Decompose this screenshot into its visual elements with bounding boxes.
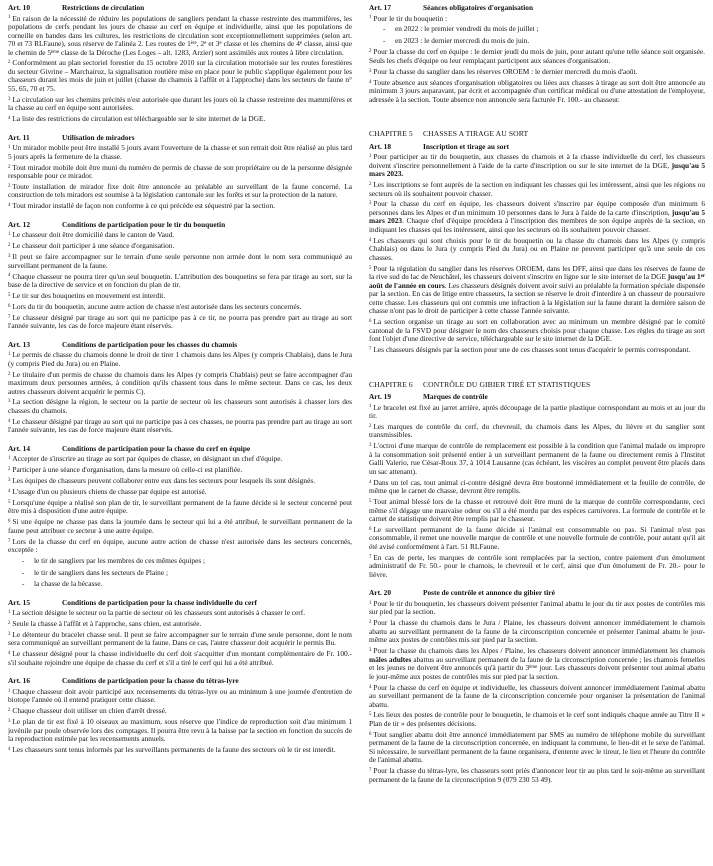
- paragraph: [369, 265, 705, 316]
- paragraph-text: Les inscriptions se font auprès de la section en indiquant les chasses qui les intéressent, ainsi que les régions ou secteurs où ils souhaitent pouvoir chasser.: [369, 180, 705, 198]
- paragraph: [8, 488, 352, 497]
- article: [369, 143, 705, 355]
- paragraph-number: 7: [369, 768, 372, 774]
- paragraph-text: L'octroi d'une marque de contrôle de remplacement est possible à la condition que l'animal malade ou impropre à la consommation soit présenté entier à un surveillant permanent de la faune ou directement remis à l'Institut Galli Valerio, rue César-Roux 37, à 1014 Lausanne (cas échéant, les viscères au complet peuvent être placés dans un sac attenant).: [369, 441, 705, 476]
- bold-text: jusqu'au 1: [667, 272, 701, 282]
- paragraph-text: Pour la chasse du cerf en équipe et individuelle, les chasseurs doivent annoncer immédiatement l'animal abattu au surveillant permanent de la faune de la circonscription concernée pour organiser la présentation de l'animal abattu.: [369, 682, 705, 709]
- paragraph-text: Pour la chasse du chamois dans le Jura / Plaine, les chasseurs doivent annoncer immédiatement le chamois abattu au surveillant permanent de la faune de la circonscription concernée et présenter l'animal abattu le jour-même aux postes de contrôles mis sur pied par la section.: [369, 618, 705, 645]
- paragraph-text: Le chasseur désigné pour la chasse individuelle du cerf doit s'acquitter d'un montant complémentaire de Fr. 100.- s'il souhaite rejoindre une équipe de chasse du cerf et s'il a tiré le cerf qui lui a été attribué.: [8, 649, 352, 667]
- paragraph: [369, 68, 705, 77]
- paragraph-number: 4: [8, 651, 11, 657]
- bullet-list: [369, 25, 705, 45]
- paragraph-number: 2: [8, 60, 11, 66]
- paragraph-number: 1: [8, 15, 11, 21]
- paragraph-number: 7: [369, 554, 372, 560]
- article-title: Conditions de participation pour la chasse individuelle du cerf: [62, 597, 257, 607]
- paragraph-number: 5: [369, 265, 372, 271]
- paragraph: [369, 48, 705, 65]
- paragraph: [369, 684, 705, 710]
- paragraph: [369, 711, 705, 728]
- article-heading: [369, 589, 705, 598]
- article: [8, 221, 352, 331]
- paragraph-text: Lors de la chasse du cerf en équipe, aucune autre action de chasse n'est autorisée dans les secteurs concernés, exceptée :: [8, 536, 352, 555]
- article-heading: [8, 445, 352, 454]
- paragraph-text: Pour la chasse du sanglier dans les réserves OROEM : le dernier mercredi du mois d'août.: [373, 66, 638, 76]
- paragraph-number: 5: [369, 712, 372, 718]
- paragraph: [369, 318, 705, 344]
- paragraph-text: Dans un tel cas, tout animal ci-contre désigné devra être boutonné immédiatement et la feuille de contrôle, de même que le carnet de chasse, devront être remplis.: [369, 477, 705, 496]
- article-title: Conditions de participation pour les chasses du chamois: [62, 339, 238, 349]
- paragraph: [8, 371, 352, 397]
- paragraph: [369, 404, 705, 421]
- paragraph-number: 1: [8, 352, 11, 358]
- article-title: Poste de contrôle et annonce du gibier tiré: [423, 588, 555, 598]
- paragraph-number: 2: [8, 708, 11, 714]
- paragraph-number: 2: [8, 620, 11, 626]
- paragraph-number: 6: [369, 526, 372, 532]
- paragraph: [8, 455, 352, 464]
- paragraph: [8, 59, 352, 93]
- paragraph: [369, 15, 705, 24]
- paragraph: [8, 631, 352, 648]
- paragraph-number: 3: [8, 399, 11, 405]
- paragraph-number: 2: [369, 620, 372, 626]
- paragraph-number: 7: [8, 538, 11, 544]
- paragraph: [8, 707, 352, 716]
- paragraph-text: Il peut se faire accompagner sur le terrain d'une seule personne non armée dont le nom sera communiqué au surveillant permanent de la faune.: [8, 252, 352, 270]
- paragraph-number: 5: [8, 292, 11, 298]
- paragraph-text: Le titulaire d'un permis de chasse du chamois dans les Alpes (y compris Chablais) peut se faire accompagner d'au maximum deux personnes armées, à condition qu'ils chassent tous dans le même secteur. Dans ce cas, les deux autres chasseurs doivent acquérir le permis C).: [8, 369, 352, 396]
- chapter-heading: [369, 130, 705, 139]
- paragraph: [369, 731, 705, 765]
- paragraph: [369, 181, 705, 198]
- article-heading: [8, 134, 352, 143]
- paragraph: [8, 164, 352, 181]
- paragraph-number: 3: [8, 183, 11, 189]
- paragraph-number: 6: [8, 519, 11, 525]
- paragraph-text: En cas de perte, les marques de contrôle sont remplacées par la section, contre paiement d'un émolument administratif de Fr. 50.- pour le chamois, le chevreuil et le cerf, ainsi que d'un émolument de Fr. 20.- pour le lièvre.: [369, 552, 705, 579]
- paragraph-text: Tout mirador installé de façon non conforme à ce qui précède est séquestré par la section.: [12, 201, 275, 211]
- article-number: Art. 15: [8, 597, 31, 607]
- paragraph: [8, 183, 352, 200]
- paragraph: [369, 237, 705, 263]
- right-column: [369, 4, 705, 864]
- paragraph-number: 7: [8, 314, 11, 320]
- paragraph: [8, 242, 352, 251]
- paragraph-text: La section désigne le secteur ou la partie de secteur où les chasseurs sont autorisés à chasser le cerf.: [12, 608, 306, 618]
- paragraph-text: Pour la chasse du chamois dans les Alpes / Plaine, les chasseurs doivent annoncer immédiatement les chamois: [373, 646, 705, 656]
- paragraph-text: Tout animal blessé lors de la chasse et retrouvé doit être muni de la marque de contrôle correspondante, ceci même s'il dégage une mauvaise odeur ou s'il a été mordu par des espèces carnivores. La formule de contrôle et le carnet de statistique doivent être remplis par le chasseur.: [369, 497, 705, 524]
- paragraph-number: 4: [369, 479, 372, 485]
- paragraph-number: 4: [8, 203, 11, 209]
- paragraph-number: 1: [8, 232, 11, 238]
- paragraph-text: Pour le tir du bouquetin :: [373, 13, 448, 23]
- paragraph-number: 5: [369, 499, 372, 505]
- paragraph-text: La circulation sur les chemins précités n'est autorisée que durant les jours où la chasse restreinte des mammifères et la chasse au cerf en équipe sont autorisées.: [8, 94, 352, 113]
- bold-text: jusqu'au 5 mars 2023: [369, 207, 705, 226]
- bullet-item: - le tir de sangliers dans les secteurs de Plaine ;: [22, 569, 352, 578]
- paragraph-text: Chaque chasseur doit utiliser un chien d'arrêt dressé.: [12, 706, 167, 716]
- bullet-item: - en 2022 : le premier vendredi du mois de juillet ;: [383, 25, 705, 34]
- paragraph-number: 4: [8, 489, 11, 494]
- article-number: Art. 11: [8, 132, 30, 142]
- paragraph: [369, 526, 705, 552]
- paragraph-number: 3: [8, 478, 11, 484]
- bold-text: août de l'année en cours: [369, 280, 445, 290]
- paragraph-text: Les marques de contrôle du cerf, du chevreuil, du chamois dans les Alpes, du lièvre et du sanglier sont transmissibles.: [369, 421, 705, 440]
- article-number: Art. 16: [8, 676, 31, 686]
- paragraph: [8, 538, 352, 555]
- article: [369, 589, 705, 784]
- paragraph: [8, 477, 352, 486]
- paragraph-number: 6: [369, 319, 372, 325]
- paragraph: [8, 314, 352, 331]
- paragraph-text: Un mirador mobile peut être installé 5 jours avant l'ouverture de la chasse et son retrait doit être réalisé au plus tard 5 jours après la fermeture de la chasse.: [8, 143, 352, 161]
- paragraph-text: Le permis de chasse du chamois donne le droit de tirer 1 chamois dans les Alpes (y compris Chablais), dans le Jura (y compris Pied du Jura) ou en Plaine.: [8, 350, 352, 368]
- chapter-title: CHASSES A TIRAGE AU SORT: [423, 129, 529, 139]
- paragraph: [8, 746, 352, 755]
- article-heading: [8, 599, 352, 608]
- paragraph-text: Accepter de s'inscrire au tirage au sort par équipes de chasse, en désignant un chef d'équipe.: [12, 454, 283, 464]
- chapter-heading: [369, 381, 705, 390]
- article-number: Art. 13: [8, 339, 31, 349]
- article-heading: [369, 393, 705, 402]
- chapter-number: CHAPITRE 5: [369, 129, 413, 139]
- left-column: [8, 4, 352, 864]
- paragraph-text: Conformément au plan sectoriel forestier du 15 octobre 2010 sur la circulation motorisée sur les routes forestières du secteur Givrine – Marchairuz, la signalisation routière mise en place pour le public s'applique également pour les chasseurs durant les mois de juin et juillet (chasse du chamois à l'affût et à l'approche) dans les secteurs de faune n° 55, 65, 70 et 75.: [8, 58, 352, 93]
- ordinal-suffix: e: [219, 40, 222, 46]
- paragraph-text: Le chasseur doit être domicilié dans le canton de Vaud.: [12, 230, 175, 240]
- paragraph: [8, 253, 352, 270]
- paragraph-number: 2: [369, 423, 372, 429]
- article-heading: [8, 4, 352, 13]
- paragraph: [8, 398, 352, 415]
- paragraph: [369, 498, 705, 524]
- article-number: Art. 17: [369, 4, 392, 12]
- article: [8, 445, 352, 589]
- paragraph-number: 2: [8, 467, 11, 473]
- paragraph-text: Les équipes de chasseurs peuvent collaborer entre eux dans les secteurs pour lesquels ils sont désignés.: [12, 476, 316, 486]
- paragraph-text: Le chasseur désigné par tirage au sort qui ne participe pas à ce tir, ne pourra pas prendre part au tirage au sort l'année suivante, les cas de force majeure étant réservés.: [8, 312, 352, 331]
- paragraph-number: 6: [8, 303, 11, 309]
- ordinal-suffix: e: [204, 40, 207, 46]
- article: [8, 134, 352, 211]
- article-title: Marques de contrôle: [423, 392, 488, 402]
- chapter-title: CONTRÔLE DU GIBIER TIRÉ ET STATISTIQUES: [423, 379, 591, 389]
- paragraph-text: Si une équipe ne chasse pas dans la journée dans le secteur qui lui a été attribué, le surveillant permanent de la faune peut attribuer ce secteur à une autre équipe.: [8, 517, 352, 535]
- paragraph-text: La liste des restrictions de circulation est téléchargeable sur le site internet de la DGE.: [12, 114, 266, 124]
- bold-text: mâles adultes: [369, 654, 412, 664]
- bullet-item: - la chasse de la bécasse.: [22, 580, 352, 589]
- paragraph-text: Pour la chasse du cerf en équipe, les chasseurs doivent s'inscrire par équipe composée d'un minimum 6 personnes dans les Alpes et d'un minimum 10 personnes dans le Jura à l'aide de la carte d'inscription,: [369, 199, 705, 217]
- paragraph-number: 3: [369, 201, 372, 207]
- paragraph-number: 5: [8, 499, 11, 505]
- paragraph-text: Tout sanglier abattu doit être annoncé immédiatement par SMS au numéro de téléphone mobile du surveillant permanent de la faune de la circonscription concernée, en indiquant la commune, le lieu-dit et le sexe de l'animal. Si nécessaire, le surveillant permanent de la faune organisera, d'entente avec le tireur, le lieu et l'heure du contrôle de l'animal abattu.: [369, 729, 705, 765]
- paragraph-number: 4: [8, 273, 11, 279]
- paragraph-number: 3: [8, 96, 11, 102]
- paragraph: [369, 767, 705, 784]
- paragraph-text: Pour la chasse du tétras-lyre, les chasseurs sont priés d'annoncer leur tir au plus tard le soir-même au surveillant permanent de la faune de la circonscription 9 (079 230 53 49).: [369, 766, 705, 784]
- article-number: Art. 18: [369, 141, 392, 151]
- paragraph: [369, 153, 705, 179]
- ordinal-suffix: ème: [51, 49, 60, 55]
- paragraph-text: abattus au surveillant permanent de la faune de la circonscription concernée ; les chamois femelles et les jeunes ne doivent être annoncés qu'à partir du 3: [369, 654, 705, 673]
- paragraph-text: . Chaque chef d'équipe procèdera à l'inscription des membres de son équipe auprès de la section, en indiquant les chasses qui les intéressent, ainsi que les secteurs où ils souhaitent pouvoir chasser.: [369, 216, 705, 234]
- paragraph: [369, 79, 705, 105]
- paragraph-number: 4: [8, 746, 11, 752]
- paragraph-text: Pour participer au tir du bouquetin, aux chasses du chamois et à la chasse individuelle du cerf, les chasseurs doivent s'inscrire personnellement à l'aide de la carte d'inscription ou sur le site internet de la DGE,: [369, 152, 705, 170]
- paragraph: [8, 292, 352, 301]
- paragraph-text: Le plan de tir est fixé à 10 oiseaux au maximum, sous réserve que l'indice de reproduction soit d'au minimum 1 juvénile par poule observée lors des comptages. Il pourra être revu à la baisse par la section en fonction du succès de la reproduction estimée par les recensements annuels.: [8, 717, 352, 744]
- paragraph: [369, 479, 705, 496]
- paragraph: [369, 346, 705, 355]
- paragraph-text: Seule la chasse à l'affût et à l'approche, sans chien, est autorisée.: [12, 618, 202, 628]
- paragraph: [8, 115, 352, 124]
- paragraph-text: Lors du tir du bouquetin, aucune autre action de chasse n'est autorisée dans les secteurs concernés.: [12, 301, 302, 311]
- paragraph: [369, 619, 705, 645]
- paragraph: [8, 650, 352, 667]
- paragraph: [8, 609, 352, 618]
- paragraph: [369, 442, 705, 476]
- paragraph-number: 1: [8, 456, 11, 462]
- paragraph-text: Pour le tir du bouquetin, les chasseurs doivent présenter l'animal abattu le jour du tir aux postes de contrôles mis sur pied par la section.: [369, 598, 705, 617]
- paragraph-text: Lorsqu'une équipe a réalisé son plan de tir, le surveillant permanent de la faune décide si le secteur concerné peut être mis à disposition d'une autre équipe.: [8, 497, 352, 516]
- paragraph: [8, 144, 352, 161]
- paragraph-text: Le tir sur des bouquetins en mouvement est interdit.: [12, 290, 166, 300]
- paragraph: [8, 418, 352, 435]
- paragraph-text: Toute installation de mirador fixe doit être annoncée au préalable au surveillant de la faune concerné. La construction de tels miradors est soumise à la législation cantonale sur les forêts et sur la protection de la nature.: [8, 181, 352, 200]
- paragraph: [8, 202, 352, 211]
- article-number: Art. 12: [8, 219, 31, 229]
- paragraph-number: 1: [369, 600, 372, 606]
- paragraph-text: classe et les chemins de 4: [221, 39, 300, 48]
- bold-text: jusqu'au 5 mars 2023.: [369, 160, 705, 179]
- paragraph-text: , 2: [196, 39, 205, 48]
- article: [8, 599, 352, 668]
- paragraph: [8, 466, 352, 475]
- paragraph: [369, 647, 705, 681]
- paragraph-number: 4: [8, 116, 11, 122]
- paragraph-number: 4: [8, 418, 11, 424]
- paragraph-number: 1: [8, 145, 11, 151]
- article-title: Inscription et tirage au sort: [423, 141, 510, 151]
- article-heading: [8, 677, 352, 686]
- paragraph-number: 1: [369, 154, 372, 160]
- paragraph: [369, 554, 705, 580]
- article: [8, 677, 352, 754]
- paragraph-text: En raison de la nécessité de réduire les populations de sangliers pendant la chasse restreinte des mammifères, les populations de cerfs pendant les jours de chasse au cerf en équipe et individuelle, ainsi que les populations de corneille en bandes dans les cultures, les restrictions de circulation sont exceptionnellement supprimées (selon art. 70 et 73 RLFaune), sous réserve de l'alinéa 2. Les routes de 1: [8, 13, 352, 48]
- paragraph: [8, 718, 352, 744]
- paragraph: [369, 423, 705, 440]
- article: [369, 393, 705, 579]
- paragraph-text: Les chasseurs désignés par la section pour une de ces chasses sont tenus d'acquérir le permis correspondant.: [373, 345, 691, 355]
- paragraph-text: Le bracelet est fixé au jarret arrière, après découpage de la partie plastique correspondant au mois et au jour du tir.: [369, 402, 705, 421]
- paragraph-number: 3: [8, 631, 11, 637]
- paragraph-number: 3: [369, 443, 372, 449]
- paragraph-number: 3: [369, 648, 372, 654]
- paragraph: [8, 351, 352, 368]
- article-title: Conditions de participation pour la chasse du cerf en équipe: [62, 443, 251, 453]
- paragraph-number: 2: [8, 164, 11, 170]
- article-number: Art. 10: [8, 4, 31, 12]
- paragraph-number: 1: [8, 688, 11, 694]
- paragraph-text: Participer à une séance d'organisation, dans la mesure où celle-ci est planifiée.: [12, 465, 243, 475]
- article: [8, 4, 352, 124]
- article-heading: [8, 341, 352, 350]
- paragraph: [369, 200, 705, 234]
- article-title: Utilisation de miradors: [62, 132, 135, 142]
- article: [8, 341, 352, 435]
- paragraph-number: 4: [369, 684, 372, 690]
- paragraph: [8, 231, 352, 240]
- ordinal-suffix: er: [700, 274, 705, 280]
- bullet-item: - le tir de sangliers par les membres de ces mêmes équipes ;: [22, 557, 352, 566]
- article-heading: [8, 221, 352, 230]
- article-number: Art. 19: [369, 392, 392, 402]
- article-number: Art. 14: [8, 443, 31, 453]
- paragraph-text: La section désigne la région, le secteur ou la partie de secteur où les chasseurs sont autorisés à chasser lors des chasses du chamois.: [8, 397, 352, 415]
- paragraph: [8, 518, 352, 535]
- paragraph-text: . Les chasseurs désignés doivent avoir suivi au préalable la formation spéciale dispensée par la section. En cas de litige entre chasseurs, la section se réserve le droit d'interdire à un chasseur de poursuivre cette chasse. Les chasseurs qui ont commis une infraction à la législation sur la faune durant la dernière saison de chasse n'ont pas le droit de participer à cette chasse l'année suivante.: [369, 280, 705, 316]
- paragraph-text: Chaque chasseur doit avoir participé aux recensements du tétras-lyre ou au minimum à une journée d'entretien de biotope l'année où il entend pratiquer cette chasse.: [8, 686, 352, 705]
- paragraph-text: Le chasseur doit participer à une séance d'organisation.: [12, 241, 175, 251]
- paragraph-text: Toute absence aux séances d'organisation obligatoires ou liées aux chasses à tirage au sort doit être annoncée au minimum 3 jours auparavant, par écrit et accompagnée d'un certificat médical ou d'une attestation de l'employeur, adressée à la section. Toute absence non annoncée sera facturée Fr. 100.- au chasseur.: [369, 77, 705, 104]
- paragraph-number: 2: [8, 371, 11, 377]
- bullet-item: - en 2023 : le dernier mercredi du mois de juin.: [383, 37, 705, 46]
- paragraph-text: classe, ainsi que le chemin de 5: [8, 39, 352, 57]
- paragraph-text: Tout mirador mobile doit être muni du numéro de permis de chasse de son propriétaire ou de la personne désignée responsable pour ce mirador.: [8, 162, 352, 181]
- paragraph-text: Pour la régulation du sanglier dans les réserves OROEM, dans les DFF, ainsi que dans les réserves de faune de la rive sud du lac de Neuchâtel, les chasseurs doivent s'inscrire en ligne sur le site internet de la DGE: [369, 263, 705, 282]
- paragraph-number: 2: [369, 182, 372, 188]
- paragraph-number: 3: [8, 254, 11, 260]
- paragraph: [8, 273, 352, 290]
- ordinal-suffix: e: [299, 40, 303, 46]
- paragraph-number: 4: [369, 79, 372, 85]
- article-title: Restrictions de circulation: [62, 4, 145, 12]
- paragraph-text: Le chasseur désigné par tirage au sort qui ne participe pas à ces chasses, ne pourra pas prendre part au tirage au sort l'année suivante, les cas de force majeure étant réservés.: [8, 416, 352, 435]
- paragraph-text: Chaque chasseur ne pourra tirer qu'un seul bouquetin. L'attribution des bouquetins se fera par tirage au sort, sur la base de la directive de service et en fonction du plan de tir.: [8, 271, 352, 290]
- paragraph: [8, 15, 352, 58]
- paragraph-text: La section organise un tirage au sort en collaboration avec au minimum un membre désigné par le comité cantonal de la FSVD pour désigner le nom des chasseurs choisis pour chaque chasse. Les règles du tirage au sort font l'objet d'une directive de service, téléchargeable sur le site internet de la DGE.: [369, 317, 705, 344]
- article-heading: [369, 4, 705, 13]
- paragraph-number: 6: [369, 731, 372, 737]
- article: [369, 4, 705, 104]
- ordinal-suffix: ère: [190, 40, 197, 46]
- paragraph-number: 1: [369, 404, 372, 410]
- paragraph: [8, 688, 352, 705]
- paragraph-text: jour. Les chasseurs doivent présenter tout animal abattu le jour-même aux postes de contrôles mis sur pied par la section.: [369, 663, 705, 681]
- paragraph-number: 1: [369, 15, 372, 21]
- paragraph-number: 2: [8, 243, 11, 249]
- paragraph-text: classe de la Déroche (Les Loges – alt. 1283, Arzier) sont assimilés aux routes à libre circulation.: [59, 47, 344, 57]
- paragraph-number: 2: [369, 49, 372, 55]
- paragraph: [369, 600, 705, 617]
- article-title: Conditions de participation pour le tir du bouquetin: [62, 219, 226, 229]
- article-number: Art. 20: [369, 588, 392, 598]
- paragraph-text: Les lieux des postes de contrôle pour le bouquetin, le chamois et le cerf sont indiqués chaque année au Titre II « Plan de tir » des présentes décisions.: [369, 710, 705, 728]
- paragraph-text: Pour la chasse du cerf en équipe : le dernier jeudi du mois de juin, pour autant qu'une telle séance soit organisée. Seuls les chefs d'équipe ou leur remplaçant participent aux séances d'organisation.: [369, 47, 705, 65]
- paragraph-number: 3: [8, 719, 11, 725]
- article-heading: [369, 143, 705, 152]
- article-title: Séances obligatoires d'organisation: [423, 4, 534, 12]
- paragraph: [8, 303, 352, 312]
- paragraph-text: et 3: [206, 39, 220, 48]
- ordinal-suffix: ème: [529, 665, 538, 671]
- paragraph-text: L'usage d'un ou plusieurs chiens de chasse par équipe est autorisé.: [12, 487, 207, 497]
- paragraph-text: Le surveillant permanent de la faune décide si l'animal est consommable ou pas. Si l'animal n'est pas consommable, il remet une nouvelle marque de contrôle et une nouvelle formule de contrôle, pour autant qu'il ait été avisé conformément à l'art. 51 RLFaune.: [369, 524, 705, 551]
- article-title: Conditions de participation pour la chasse du tétras-lyre: [62, 676, 239, 686]
- paragraph: [8, 620, 352, 629]
- paragraph: [8, 499, 352, 516]
- paragraph-number: 7: [369, 346, 372, 352]
- paragraph: [8, 96, 352, 113]
- chapter-number: CHAPITRE 6: [369, 379, 413, 389]
- paragraph-text: Le détenteur du bracelet chasse seul. Il peut se faire accompagner sur le terrain d'une seule personne, dont le nom sera communiqué au surveillant permanent de la faune. Dans ce cas, l'autre chasseur doit acquérir le permis Bu.: [8, 629, 352, 648]
- paragraph-number: 4: [369, 237, 372, 243]
- paragraph-number: 3: [369, 68, 372, 74]
- paragraph-text: Les chasseurs qui sont choisis pour le tir du bouquetin ou la chasse du chamois dans les Alpes (y compris Chablais) ou dans le Jura (y compris Pied du Jura) ou en Plaine ne peuvent participer qu'à une seule de ces chasses.: [369, 235, 705, 262]
- paragraph-number: 1: [8, 610, 11, 616]
- paragraph-text: Les chasseurs sont tenus informés par les surveillants permanents de la faune des secteurs où le tir est interdit.: [12, 744, 336, 754]
- bullet-list: [8, 557, 352, 589]
